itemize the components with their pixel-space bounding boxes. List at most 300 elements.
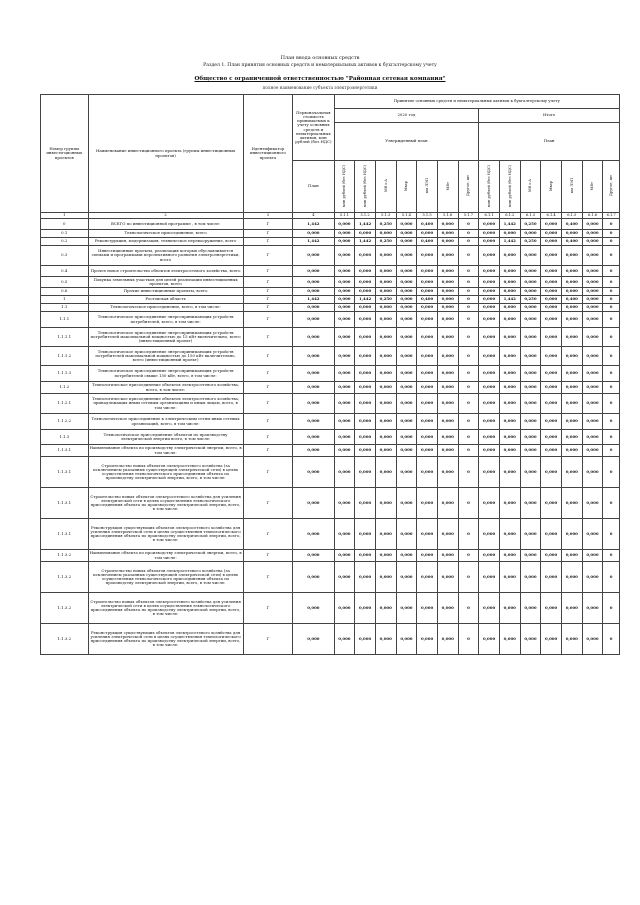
row-value: 0,000 [293, 288, 334, 296]
header-approved-plan: Утвержденный план [334, 123, 479, 161]
row-value: 0,000 [293, 593, 334, 624]
row-number: 1.1.3.1 [41, 445, 89, 457]
row-number: 1.1.3.1 [41, 457, 89, 488]
row-value: 0 [458, 219, 479, 230]
row-value: 0,000 [582, 593, 603, 624]
row-value: 0,000 [541, 304, 562, 312]
column-number: 6.1.3 [520, 213, 541, 219]
row-value: 0,000 [396, 296, 417, 304]
row-value: 0,000 [334, 562, 355, 593]
row-value: 0,000 [355, 414, 376, 430]
row-value: 0,000 [437, 519, 458, 550]
row-value: 1,442 [293, 296, 334, 304]
row-value: 0,000 [293, 394, 334, 414]
row-value: 0,000 [375, 394, 396, 414]
row-project-name: Инвестиционные проекты, реализация которых обуславливается схемами и программами перспективного развития электроэнергетики, всего [88, 246, 243, 266]
table-row [41, 238, 620, 246]
row-value: 0,000 [541, 238, 562, 246]
row-project-id: Г [243, 593, 293, 624]
row-value: 0,000 [499, 382, 520, 394]
row-value: 0,000 [582, 382, 603, 394]
row-number: 1.1.1.1 [41, 328, 89, 347]
row-project-name: Реконструкция, модернизация, техническое перевооружение, всего [88, 238, 243, 246]
row-value: 0 [603, 219, 620, 230]
row-value: 0,000 [293, 430, 334, 445]
row-value: 0,000 [479, 230, 500, 238]
row-number: 1.1.2.2 [41, 414, 89, 430]
row-value: 0,250 [520, 219, 541, 230]
row-value: 0,000 [479, 266, 500, 277]
column-number: 4 [293, 213, 334, 219]
row-value: 0,000 [561, 288, 582, 296]
row-value: 0,000 [396, 312, 417, 328]
header-total: Итого [479, 109, 620, 123]
row-value: 0,000 [479, 296, 500, 304]
row-value: 0,000 [561, 445, 582, 457]
row-number: 1.1.3.2 [41, 550, 89, 562]
row-number: 1.1.3.2 [41, 624, 89, 655]
row-project-id: Г [243, 304, 293, 312]
row-value: 0,400 [417, 296, 438, 304]
row-value: 0,000 [375, 519, 396, 550]
row-value: 0 [603, 488, 620, 519]
row-value: 0,400 [417, 219, 438, 230]
row-number: 0.3 [41, 246, 89, 266]
row-value: 0 [458, 593, 479, 624]
row-value: 0,000 [520, 304, 541, 312]
row-value: 0,000 [541, 246, 562, 266]
row-value: 0,000 [334, 445, 355, 457]
row-value: 0,000 [541, 312, 562, 328]
row-value: 0,000 [582, 550, 603, 562]
row-value: 0,000 [541, 366, 562, 382]
row-value: 0 [603, 394, 620, 414]
row-value: 0,000 [355, 550, 376, 562]
row-value: 0,000 [541, 382, 562, 394]
row-value: 0 [458, 277, 479, 288]
row-value: 0,000 [437, 347, 458, 366]
row-project-name: Реконструкция существующих объектов электросетевого хозяйства для усиления электрической сети в целях осуществления технологического присоединения объекта по производству электрической энергии, всего, в том числе: [88, 624, 243, 655]
header-plan: План [479, 123, 620, 161]
row-project-id: Г [243, 288, 293, 296]
row-value: 0,000 [541, 488, 562, 519]
row-value: 0,000 [561, 304, 582, 312]
row-value: 0,000 [499, 519, 520, 550]
row-value: 0,000 [582, 457, 603, 488]
row-value: 0,000 [355, 488, 376, 519]
row-value: 1,442 [293, 219, 334, 230]
row-value: 0,000 [396, 246, 417, 266]
row-value: 0,000 [520, 288, 541, 296]
subheader-plan-col-6: МВт [582, 161, 603, 213]
row-value: 0,000 [561, 382, 582, 394]
row-value: 0,000 [396, 328, 417, 347]
row-project-id: Г [243, 277, 293, 288]
row-value: 0,000 [396, 277, 417, 288]
row-value: 0 [458, 304, 479, 312]
row-value: 0,000 [499, 414, 520, 430]
row-value: 0,000 [375, 562, 396, 593]
row-number: 0.4 [41, 266, 89, 277]
row-number: 1.1.1 [41, 312, 89, 328]
row-project-id: Г [243, 394, 293, 414]
row-value: 0,000 [355, 277, 376, 288]
row-value: 0 [458, 562, 479, 593]
row-value: 0,000 [582, 445, 603, 457]
subheader-plan-col-5: км ЛЭП [561, 161, 582, 213]
row-project-id: Г [243, 562, 293, 593]
row-value: 0,000 [561, 347, 582, 366]
row-value: 0,000 [437, 562, 458, 593]
row-project-name: Технологическое присоединение, всего, в том числе: [88, 304, 243, 312]
row-value: 0,000 [582, 238, 603, 246]
table-row [41, 624, 620, 655]
row-value: 0 [603, 238, 620, 246]
row-value: 0,000 [541, 519, 562, 550]
header-initial-cost: Первоначальная стоимость принимаемых к учету основных средств и нематериальных активов, млн рублей (без НДС) [293, 95, 334, 161]
row-value: 0 [458, 288, 479, 296]
row-value: 0,000 [582, 366, 603, 382]
row-value: 0 [458, 624, 479, 655]
row-value: 1,442 [293, 238, 334, 246]
row-value: 0,000 [334, 366, 355, 382]
row-value: 0,000 [375, 304, 396, 312]
row-value: 0 [458, 430, 479, 445]
row-value: 0,000 [437, 312, 458, 328]
subheader-approved-col-7: Другое, шт [458, 161, 479, 213]
row-value: 0,000 [396, 414, 417, 430]
row-value: 0,250 [375, 238, 396, 246]
row-value: 0,000 [396, 238, 417, 246]
row-number: 1.1.2.1 [41, 394, 89, 414]
row-value: 0,000 [541, 457, 562, 488]
row-project-name: Технологическое присоединение энергопринимающих устройств потребителей, всего, в том числе: [88, 312, 243, 328]
row-number: 0.5 [41, 277, 89, 288]
row-value: 0,000 [293, 519, 334, 550]
row-value: 0 [458, 347, 479, 366]
row-value: 0,000 [334, 277, 355, 288]
row-value: 0,000 [375, 414, 396, 430]
row-value: 0,000 [396, 230, 417, 238]
table-row [41, 593, 620, 624]
subheader-approved-col-2: млн рублей (без НДС) [355, 161, 376, 213]
column-number: 5.1.5 [417, 213, 438, 219]
row-value: 0,000 [582, 277, 603, 288]
row-value: 0,000 [417, 488, 438, 519]
row-value: 0,000 [541, 624, 562, 655]
subheader-plan-col-1: млн рублей (без НДС) [479, 161, 500, 213]
row-value: 0,000 [520, 550, 541, 562]
row-value: 0,000 [437, 366, 458, 382]
row-project-name: Прочие инвестиционные проекты, всего [88, 288, 243, 296]
row-value: 0 [603, 312, 620, 328]
row-value: 0,000 [417, 414, 438, 430]
row-value: 0,000 [396, 562, 417, 593]
table-row [41, 382, 620, 394]
row-value: 0,000 [437, 394, 458, 414]
row-project-id: Г [243, 445, 293, 457]
column-number: 3 [243, 213, 293, 219]
row-value: 0,000 [499, 394, 520, 414]
row-value: 0 [458, 457, 479, 488]
row-value: 0,000 [334, 230, 355, 238]
row-value: 0,000 [582, 230, 603, 238]
row-value: 0,000 [355, 562, 376, 593]
row-value: 0,000 [417, 312, 438, 328]
row-value: 0,000 [334, 296, 355, 304]
row-value: 0,000 [417, 430, 438, 445]
row-value: 0,000 [541, 219, 562, 230]
row-value: 0,000 [541, 328, 562, 347]
row-value: 0,000 [479, 288, 500, 296]
row-value: 0,000 [479, 219, 500, 230]
table-row [41, 328, 620, 347]
row-value: 0,000 [582, 304, 603, 312]
row-value: 0 [603, 445, 620, 457]
row-value: 0 [603, 266, 620, 277]
row-number: 1.1.2 [41, 382, 89, 394]
row-value: 0,000 [437, 593, 458, 624]
row-project-id: Г [243, 296, 293, 304]
row-value: 0,000 [396, 304, 417, 312]
row-value: 0,000 [499, 457, 520, 488]
row-value: 0,000 [417, 593, 438, 624]
column-number: 6.1.7 [603, 213, 620, 219]
row-value: 0,000 [293, 382, 334, 394]
header-accept-title: Принятие основных средств и нематериальных активов к бухгалтерскому учету [334, 95, 619, 109]
row-value: 0,250 [520, 238, 541, 246]
row-value: 0,000 [355, 457, 376, 488]
row-project-id: Г [243, 430, 293, 445]
row-value: 0,000 [355, 328, 376, 347]
row-number: 1.1.3.2 [41, 593, 89, 624]
row-value: 0 [603, 347, 620, 366]
row-value: 0,000 [293, 230, 334, 238]
row-value: 0,000 [396, 519, 417, 550]
row-value: 0,000 [437, 430, 458, 445]
row-project-id: Г [243, 328, 293, 347]
row-value: 0,000 [582, 347, 603, 366]
row-value: 0,000 [499, 288, 520, 296]
table-row [41, 277, 620, 288]
row-value: 0,000 [293, 312, 334, 328]
row-value: 0,000 [541, 288, 562, 296]
row-value: 0,000 [499, 230, 520, 238]
row-value: 0 [458, 312, 479, 328]
row-value: 0 [603, 519, 620, 550]
row-value: 0,000 [499, 312, 520, 328]
row-project-id: Г [243, 457, 293, 488]
row-project-name: Наименование объекта по производству электрической энергии, всего, в том числе: [89, 550, 242, 560]
row-value: 0,000 [582, 296, 603, 304]
row-value: 0,000 [396, 488, 417, 519]
row-value: 0,000 [334, 394, 355, 414]
row-value: 0 [458, 238, 479, 246]
row-value: 0,000 [437, 288, 458, 296]
row-value: 0,000 [541, 550, 562, 562]
row-value: 0,000 [520, 457, 541, 488]
row-number: 1.1.3.2 [41, 562, 89, 593]
row-value: 0 [603, 382, 620, 394]
row-value: 0,000 [334, 219, 355, 230]
row-value: 0 [603, 414, 620, 430]
row-value: 0,000 [334, 519, 355, 550]
row-value: 0,000 [334, 328, 355, 347]
subheader-approved-col-1: млн рублей (без НДС) [334, 161, 355, 213]
row-value: 0 [458, 328, 479, 347]
row-value: 0,000 [334, 347, 355, 366]
row-project-name: Технологическое присоединение объектов электросетевого хозяйства, принадлежащих иным сетевым организациям и иным лицам, всего, в том числе: [88, 394, 243, 414]
subheader-approved-col-5: км ЛЭП [417, 161, 438, 213]
row-value: 0,000 [582, 219, 603, 230]
row-value: 0,000 [582, 266, 603, 277]
column-number: 5.1.3 [375, 213, 396, 219]
row-value: 0,000 [334, 312, 355, 328]
row-project-id: Г [243, 624, 293, 655]
row-project-name: Технологическое присоединение энергопринимающих устройств потребителей свыше 150 кВт, всего, в том числе: [88, 366, 243, 382]
row-value: 0,000 [520, 366, 541, 382]
row-value: 0,000 [561, 266, 582, 277]
row-value: 0,000 [437, 304, 458, 312]
row-value: 0,000 [561, 457, 582, 488]
row-value: 0,000 [437, 238, 458, 246]
row-value: 0,400 [417, 238, 438, 246]
row-value: 0 [458, 394, 479, 414]
row-project-name: Строительство новых объектов электросетевого хозяйства для усиления электрической сети в целях осуществления технологического присоединения объекта по производству электрической энергии, всего, в том числе: [88, 593, 243, 624]
row-value: 0,000 [334, 288, 355, 296]
row-value: 0,000 [437, 488, 458, 519]
row-value: 0,000 [334, 414, 355, 430]
row-value: 0,000 [541, 445, 562, 457]
row-value: 0,000 [396, 347, 417, 366]
table-row [41, 394, 620, 414]
row-value: 0,000 [375, 430, 396, 445]
row-value: 0,000 [499, 366, 520, 382]
row-value: 0 [603, 624, 620, 655]
row-value: 0,000 [417, 230, 438, 238]
table-row [41, 296, 620, 304]
row-value: 0,000 [437, 219, 458, 230]
row-value: 0,000 [561, 246, 582, 266]
row-project-id: Г [243, 238, 293, 246]
row-value: 0,000 [396, 445, 417, 457]
row-value: 0,000 [375, 366, 396, 382]
row-value: 0 [603, 277, 620, 288]
row-value: 0,000 [582, 430, 603, 445]
row-value: 0,000 [561, 430, 582, 445]
row-value: 0,000 [334, 457, 355, 488]
row-value: 0,000 [582, 328, 603, 347]
table-row [41, 230, 620, 238]
row-project-name: Покупка земельных участков для целей реализации инвестиционных проектов, всего [88, 277, 243, 288]
row-value: 0,000 [396, 457, 417, 488]
header-year: 2020 год [334, 109, 479, 123]
row-number: 0.6 [41, 288, 89, 296]
row-value: 0,000 [479, 550, 500, 562]
row-value: 0,000 [479, 347, 500, 366]
row-value: 0,000 [479, 304, 500, 312]
column-number: 5.1.7 [458, 213, 479, 219]
table-row [41, 562, 620, 593]
row-value: 0,000 [437, 550, 458, 562]
column-number: 5.1.6 [437, 213, 458, 219]
row-value: 0,000 [375, 288, 396, 296]
row-value: 0,000 [437, 296, 458, 304]
table-row [41, 266, 620, 277]
row-project-name: Строительство новых объектов электросетевого хозяйства (за исключением указанных существующей электрической сети) в целях осуществления технологического присоединения объекта по производству электрической энергии, всего, в том числе: [88, 457, 243, 488]
row-value: 1,442 [499, 238, 520, 246]
column-number: 1 [41, 213, 89, 219]
row-value: 0 [458, 550, 479, 562]
row-value: 0,000 [437, 457, 458, 488]
row-value: 0,000 [561, 593, 582, 624]
row-value: 0,000 [375, 457, 396, 488]
row-value: 0,000 [437, 445, 458, 457]
row-value: 0,000 [541, 277, 562, 288]
organization-name: Общество с ограниченной ответственностью "Районная сетевая компания" [194, 76, 446, 82]
row-value: 0,000 [582, 562, 603, 593]
row-value: 0,000 [293, 414, 334, 430]
row-value: 0,000 [355, 445, 376, 457]
row-value: 0,000 [499, 347, 520, 366]
column-number: 5.1.1 [334, 213, 355, 219]
row-value: 0 [603, 593, 620, 624]
row-value: 0,000 [334, 304, 355, 312]
subheader-plan-col-7: Другое, шт [603, 161, 620, 213]
row-value: 0,000 [479, 394, 500, 414]
row-value: 0,000 [479, 382, 500, 394]
row-value: 0 [603, 288, 620, 296]
row-project-name: Ростовская область [88, 296, 243, 304]
row-project-name: Технологическое присоединение объектов по производству электрической энергии всего, в том числе: [88, 430, 243, 445]
row-value: 0,000 [417, 550, 438, 562]
row-value: 0,000 [499, 277, 520, 288]
row-value: 0,000 [417, 457, 438, 488]
row-value: 0,000 [334, 238, 355, 246]
row-number: 1.1.3.1 [41, 519, 89, 550]
row-value: 0,000 [520, 624, 541, 655]
row-value: 0,000 [541, 593, 562, 624]
row-value: 0,000 [375, 445, 396, 457]
row-value: 0,000 [355, 246, 376, 266]
row-value: 0,000 [417, 266, 438, 277]
row-number: 1.1.3.1 [41, 488, 89, 519]
row-value: 0,000 [561, 519, 582, 550]
row-value: 0,000 [561, 277, 582, 288]
row-value: 0,000 [582, 394, 603, 414]
column-number: 6.1.4 [541, 213, 562, 219]
column-number: 2 [88, 213, 243, 219]
row-project-name: Технологическое присоединение энергопринимающих устройств потребителей максимальной мощностью до 150 кВт включительно, всего (инвестиционный проект) [88, 347, 243, 366]
row-value: 0,000 [479, 488, 500, 519]
row-value: 0,000 [561, 488, 582, 519]
column-number: 6.1.5 [561, 213, 582, 219]
row-number: 1 [41, 296, 89, 304]
table-row [41, 246, 620, 266]
row-value: 0,000 [520, 347, 541, 366]
row-value: 0 [458, 382, 479, 394]
header-project-id: Идентификатор инвестиционного проекта [243, 95, 293, 213]
row-project-name: Строительство новых объектов электросетевого хозяйства для усиления электрической сети в целях осуществления технологического присоединения объекта по производству электрической энергии, всего, в том числе: [88, 488, 243, 519]
row-value: 0 [603, 366, 620, 382]
row-value: 0,000 [396, 266, 417, 277]
row-value: 0,000 [541, 414, 562, 430]
row-value: 0 [458, 414, 479, 430]
row-value: 0,000 [293, 624, 334, 655]
row-value: 0,000 [417, 277, 438, 288]
row-value: 0,000 [541, 430, 562, 445]
table-row [41, 457, 620, 488]
